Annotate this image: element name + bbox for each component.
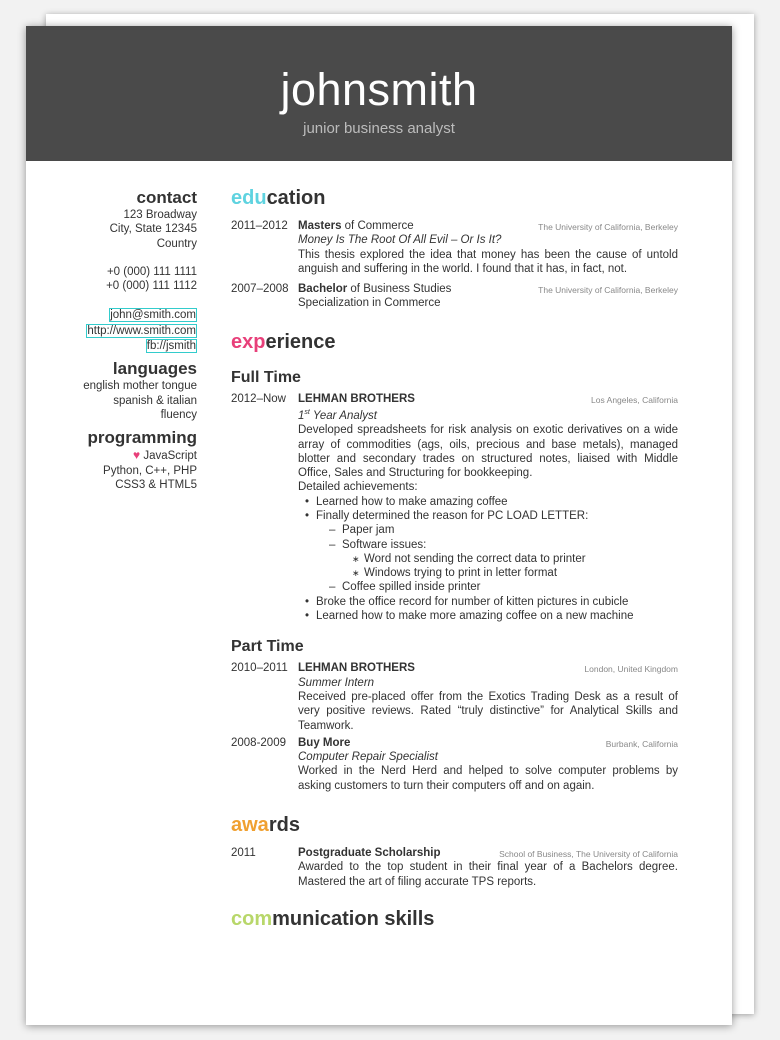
entry-description: Worked in the Nerd Herd and helped to solve computer problems by asking customers to turn their computers off and on again. [298,765,678,792]
entry-location: London, United Kingdom [584,664,678,675]
list-item: ∗ Word not sending the correct data to printer [364,552,678,566]
programming-item: Python, C++, PHP [103,464,197,477]
email-link[interactable]: john@smith.com [110,309,196,322]
first-name: john [280,64,368,115]
role-title: 1st Year Analyst [298,409,377,422]
entry-location: School of Business, The University of California [499,849,678,860]
entry-date: 2012–Now [231,392,286,405]
entry-description: Specialization in Commerce [298,297,441,310]
main-content [231,186,678,931]
list-item: – Software issues: ∗ Word not sending the correct data to printer ∗ Windows trying to print in letter format [342,538,678,581]
entry-description: Received pre-placed offer from the Exotics Trading Desk as a result of very positive reviews. Rated “truly distinctive” for Analytical Skills and Teamwork. [298,690,678,732]
list-item: – Paper jam [342,523,678,537]
sidebar [47,188,197,492]
full-time-heading: Full Time [231,368,301,386]
entry-description: This thesis explored the idea that money has been the cause of untold anguish and suffering in the world. I found that it has, in fact, not. [298,248,678,275]
experience-entry [231,392,678,624]
list-item: • Learned how to make amazing coffee [316,495,678,509]
award-entry [231,846,678,889]
experience-heading: experience [231,330,336,353]
programming-item: ♥ JavaScript [132,448,197,463]
list-item: • Finally determined the reason for PC LOAD LETTER: – Paper jam – Software issues: ∗ Word not sending the correct data to printer ∗ Windows trying to print in letter format – Coffee spilled inside printer [316,509,678,595]
address-line: 123 Broadway [123,209,197,221]
part-time-heading: Part Time [231,638,304,656]
achievements-label: Detailed achievements: [298,481,418,494]
resume-page [26,26,732,1025]
programming-heading: programming [87,428,197,448]
list-item: • Learned how to make more amazing coffee on a new machine [316,609,678,623]
address-line: Country [156,237,197,250]
communication-heading: communication skills [231,907,435,930]
entry-description: Developed spreadsheets for risk analysis on exotic derivatives on a wide array of commodities (ags, oils, precious and base metals), managed blotter and secondary trades on structured notes, liaised with Middle Office, Sales and Structuring for bookkeeping. [298,424,678,480]
entry-location: The University of California, Berkeley [538,285,678,296]
programming-item: CSS3 & HTML5 [115,478,197,491]
resume-header [26,26,732,161]
facebook-link[interactable]: fb://jsmith [146,340,196,353]
language-item: spanish & italian [113,394,197,407]
achievements-list [298,495,678,624]
award-name: Postgraduate Scholarship [298,847,441,860]
language-item: english mother tongue [83,380,197,393]
company-name: Buy More [298,736,351,749]
role-title: Computer Repair Specialist [298,751,438,764]
list-item: – Coffee spilled inside printer [342,580,678,594]
education-heading: education [231,187,326,209]
job-title: junior business analyst [303,120,455,137]
last-name: smith [367,64,478,115]
contact-heading: contact [136,188,197,207]
languages-heading: languages [112,359,197,379]
education-entry: 2007–2008 The University of California, Berkeley Bachelor of Business Studies Specialization in Commerce [231,283,678,310]
education-entry: 2011–2012 The University of California, Berkeley Masters of Commerce Money Is The Root Of All Evil – Or Is It? This thesis explored the idea that money has been the cause of untold anguish and suffering in the world. I found that it has, in fact, not. [231,220,678,275]
company-name: LEHMAN BROTHERS [298,662,415,675]
company-name: LEHMAN BROTHERS [298,392,415,405]
list-item: ∗ Windows trying to print in letter format [364,566,678,580]
role-title: Summer Intern [298,676,375,689]
candidate-name [26,64,732,116]
entry-date: 2011 [231,847,256,860]
language-item: fluency [160,408,197,421]
entry-description: Awarded to the top student in their final year of a Bachelors degree. Mastered the art of filing accurate TPS reports. [298,861,678,888]
entry-location: Los Angeles, California [591,394,678,405]
experience-entry [231,661,678,732]
experience-entry [231,736,678,793]
entry-date: 2011–2012 [231,220,288,232]
entry-date: 2008-2009 [231,736,286,749]
phone-number: +0 (000) 111 1111 [106,265,197,278]
entry-date: 2007–2008 [231,283,289,296]
phone-number: +0 (000) 111 1112 [106,280,197,293]
entry-date: 2010–2011 [231,662,288,675]
website-link[interactable]: http://www.smith.com [87,324,196,337]
list-item: • Broke the office record for number of kitten pictures in cubicle [316,595,678,609]
heart-icon: ♥ [132,448,141,463]
awards-heading: awards [231,814,300,837]
entry-location: The University of California, Berkeley [538,222,678,232]
address-line: City, State 12345 [109,223,197,236]
thesis-title: Money Is The Root Of All Evil – Or Is It? [298,234,502,247]
entry-location: Burbank, California [605,738,678,749]
